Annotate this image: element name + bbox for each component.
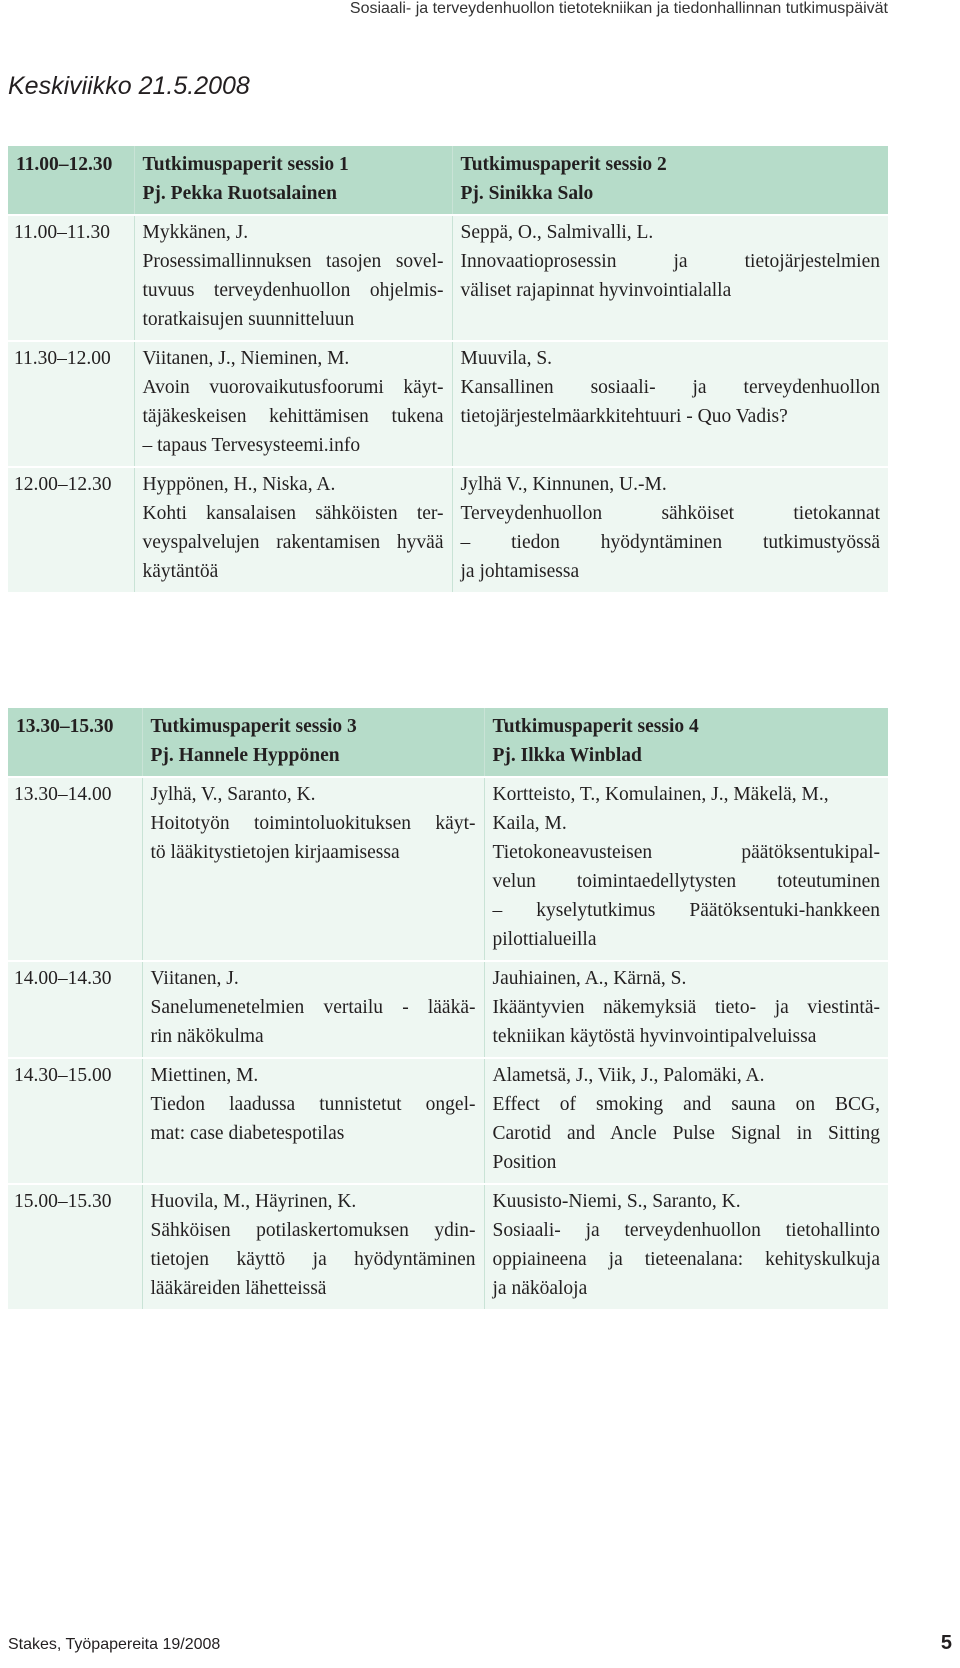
slot-time: 14.00–14.30	[8, 961, 142, 1058]
session-time: 13.30–15.30	[8, 708, 142, 777]
paper-title-line: Prosessimallinnuksen tasojen sovel-	[142, 251, 444, 272]
slot-time: 15.00–15.30	[8, 1184, 142, 1309]
slot-time: 11.30–12.00	[8, 341, 134, 467]
paper-title-line: ja johtamisessa	[460, 561, 580, 582]
paper-title-line: Tietokoneavusteisen päätöksentukipal-	[492, 842, 880, 863]
page-date-title: Keskiviikko 21.5.2008	[8, 72, 250, 100]
session-title: Tutkimuspaperit sessio 4	[492, 716, 699, 737]
schedule-table-afternoon	[8, 708, 888, 1309]
table-row	[8, 1058, 888, 1184]
paper-title-line: Sanelumenetelmien vertailu - lääkä-	[150, 997, 476, 1018]
slot-time: 14.30–15.00	[8, 1058, 142, 1184]
session-2-heading	[452, 146, 888, 215]
paper-authors: Huovila, M., Häyrinen, K.	[150, 1191, 357, 1212]
table-row	[8, 215, 888, 341]
paper-authors: Alametsä, J., Viik, J., Palomäki, A.	[492, 1065, 765, 1086]
paper-title-line: mat: case diabetespotilas	[150, 1123, 345, 1144]
paper-title-line: velun toimintaedellytysten toteutuminen	[492, 871, 880, 892]
table-row	[8, 777, 888, 961]
paper-title-line: Kohti kansalaisen sähköisten ter-	[142, 503, 444, 524]
paper-title-line: täjäkeskeisen kehittämisen tukena	[142, 406, 444, 427]
paper-authors: Mykkänen, J.	[142, 222, 249, 243]
paper-authors: Viitanen, J.	[150, 968, 239, 989]
paper-title-line: rin näkökulma	[150, 1026, 264, 1047]
paper-title-line: – kyselytutkimus Päätöksentuki-hankkeen	[492, 900, 880, 921]
paper-title-line: Ikääntyvien näkemyksiä tieto- ja viestintä-	[492, 997, 880, 1018]
paper-title-line: Avoin vuorovaikutusfoorumi käyt-	[142, 377, 444, 398]
paper-title-line: Tiedon laadussa tunnistetut ongel-	[150, 1094, 476, 1115]
paper-authors: Kortteisto, T., Komulainen, J., Mäkelä, M.,	[492, 784, 829, 805]
session-1-heading	[134, 146, 452, 215]
paper-cell	[142, 777, 484, 961]
session-header-row	[8, 146, 888, 215]
paper-title-line: pilottialueilla	[492, 929, 597, 950]
paper-cell	[142, 1184, 484, 1309]
paper-authors: Kaila, M.	[492, 813, 567, 834]
paper-authors: Jauhiainen, A., Kärnä, S.	[492, 968, 687, 989]
paper-title-line: veyspalvelujen rakentamisen hyvää	[142, 532, 444, 553]
paper-title-line: tekniikan käytöstä hyvinvointipalveluissa	[492, 1026, 817, 1047]
slot-time: 11.00–11.30	[8, 215, 134, 341]
session-3-heading	[142, 708, 484, 777]
paper-title-line: lääkäreiden lähetteissä	[150, 1278, 327, 1299]
session-chair: Pj. Ilkka Winblad	[492, 745, 642, 766]
paper-cell	[452, 215, 888, 341]
table-row	[8, 467, 888, 592]
paper-title-line: oppiaineena ja tieteenalana: kehityskulkuja	[492, 1249, 880, 1270]
paper-cell	[134, 467, 452, 592]
paper-cell	[142, 961, 484, 1058]
session-chair: Pj. Sinikka Salo	[460, 183, 594, 204]
paper-authors: Viitanen, J., Nieminen, M.	[142, 348, 350, 369]
paper-cell	[484, 1184, 888, 1309]
table-row	[8, 341, 888, 467]
session-title: Tutkimuspaperit sessio 1	[142, 154, 349, 175]
paper-authors: Muuvila, S.	[460, 348, 553, 369]
paper-authors: Hyppönen, H., Niska, A.	[142, 474, 336, 495]
table-row	[8, 1184, 888, 1309]
session-chair: Pj. Hannele Hyppönen	[150, 745, 340, 766]
paper-title-line: Sosiaali- ja terveydenhuollon tietohallinto	[492, 1220, 880, 1241]
paper-title-line: väliset rajapinnat hyvinvointialalla	[460, 280, 732, 301]
paper-title-line: toratkaisujen suunnitteluun	[142, 309, 355, 330]
session-title: Tutkimuspaperit sessio 3	[150, 716, 357, 737]
paper-title-line: Effect of smoking and sauna on BCG,	[492, 1094, 880, 1115]
paper-title-line: tö lääkitystietojen kirjaamisessa	[150, 842, 400, 863]
paper-title-line: Terveydenhuollon sähköiset tietokannat	[460, 503, 880, 524]
paper-title-line: Kansallinen sosiaali- ja terveydenhuollon	[460, 377, 880, 398]
paper-title-line: Sähköisen potilaskertomuksen ydin-	[150, 1220, 476, 1241]
paper-cell	[452, 467, 888, 592]
paper-authors: Jylhä, V., Saranto, K.	[150, 784, 316, 805]
paper-authors: Miettinen, M.	[150, 1065, 259, 1086]
paper-title-line: Carotid and Ancle Pulse Signal in Sitting	[492, 1123, 880, 1144]
paper-cell	[452, 341, 888, 467]
paper-cell	[484, 1058, 888, 1184]
paper-title-line: tietojärjestelmäarkkitehtuuri - Quo Vadis?	[460, 406, 788, 427]
paper-title-line: käytäntöä	[142, 561, 219, 582]
paper-title-line: – tiedon hyödyntäminen tutkimustyössä	[460, 532, 880, 553]
session-chair: Pj. Pekka Ruotsalainen	[142, 183, 337, 204]
session-title: Tutkimuspaperit sessio 2	[460, 154, 667, 175]
paper-title-line: Innovaatioprosessin ja tietojärjestelmien	[460, 251, 880, 272]
slot-time: 13.30–14.00	[8, 777, 142, 961]
footer-publication: Stakes, Työpapereita 19/2008	[8, 1636, 221, 1653]
paper-cell	[484, 961, 888, 1058]
paper-cell	[142, 1058, 484, 1184]
paper-cell	[484, 777, 888, 961]
session-4-heading	[484, 708, 888, 777]
paper-authors: Kuusisto-Niemi, S., Saranto, K.	[492, 1191, 741, 1212]
session-header-row	[8, 708, 888, 777]
paper-authors: Seppä, O., Salmivalli, L.	[460, 222, 654, 243]
paper-title-line: tietojen käyttö ja hyödyntäminen	[150, 1249, 476, 1270]
paper-title-line: – tapaus Tervesysteemi.info	[142, 435, 361, 456]
session-time: 11.00–12.30	[8, 146, 134, 215]
paper-cell	[134, 341, 452, 467]
paper-title-line: tuvuus terveydenhuollon ohjelmis-	[142, 280, 444, 301]
paper-title-line: Hoitotyön toimintoluokituksen käyt-	[150, 813, 476, 834]
paper-title-line: ja näköaloja	[492, 1278, 588, 1299]
paper-authors: Jylhä V., Kinnunen, U.-M.	[460, 474, 667, 495]
schedule-table-morning	[8, 146, 888, 592]
paper-cell	[134, 215, 452, 341]
table-row	[8, 961, 888, 1058]
paper-title-line: Position	[492, 1152, 557, 1173]
page-number: 5	[940, 1632, 952, 1654]
slot-time: 12.00–12.30	[8, 467, 134, 592]
running-header: Sosiaali- ja terveydenhuollon tietotekniikan ja tiedonhallinnan tutkimuspäivät	[349, 0, 888, 17]
